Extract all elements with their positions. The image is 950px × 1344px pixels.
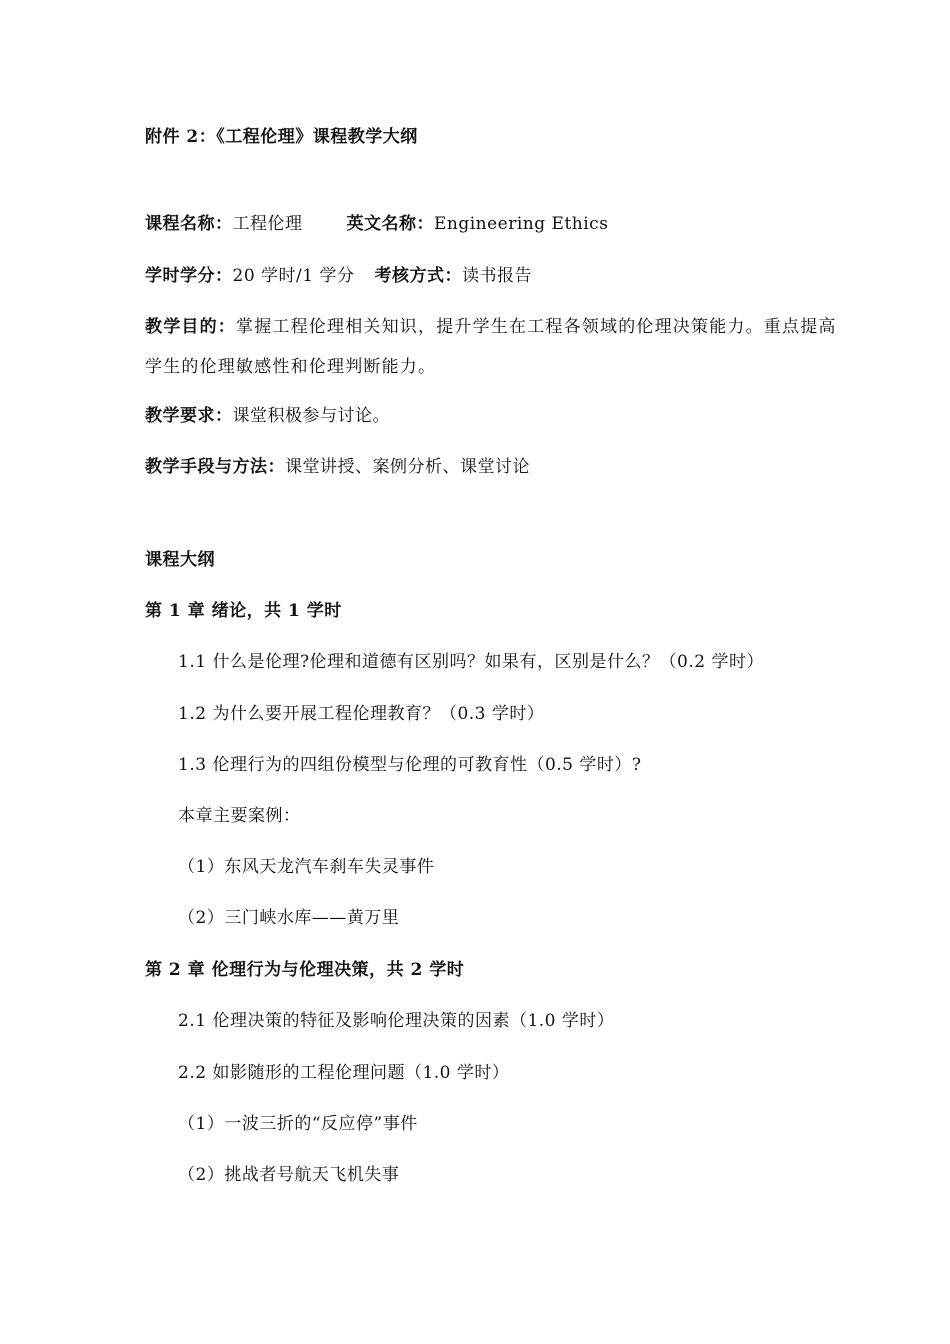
methods-label: 教学手段与方法： [145,457,285,477]
english-name-value: Engineering Ethics [434,214,609,234]
course-name-row [145,212,840,236]
chapter-2-item-2: 2.2 如影随形的工程伦理问题（1.0 学时） [178,1063,510,1083]
english-name-label: 英文名称： [346,214,434,234]
course-name-value: 工程伦理 [232,214,303,234]
chapter-1-item-3: 1.3 伦理行为的四组份模型与伦理的可教育性（0.5 学时）? [178,755,642,775]
requirement-row [145,404,840,428]
outline-heading: 课程大纲 [145,550,215,570]
chapter-1-item-1: 1.1 什么是伦理?伦理和道德有区别吗？如果有，区别是什么？（0.2 学时） [178,652,764,672]
chapter-1-case-2: （2）三门峡水库——黄万里 [178,908,400,928]
requirement-label: 教学要求： [145,406,233,426]
hours-label: 学时学分： [145,266,233,286]
objective-label: 教学目的： [145,317,236,337]
hours-row [145,264,840,288]
hours-value: 20 学时/1 学分 [232,266,355,286]
chapter-2-case-2: （2）挑战者号航天飞机失事 [178,1165,400,1185]
chapter-2-case-1: （1）一波三折的“反应停”事件 [178,1114,418,1134]
chapter-2-item-1: 2.1 伦理决策的特征及影响伦理决策的因素（1.0 学时） [178,1011,615,1031]
chapter-1-cases-label: 本章主要案例： [178,806,301,826]
exam-value: 读书报告 [461,266,532,286]
course-name-label: 课程名称： [145,214,233,234]
chapter-1-title: 第 1 章 绪论，共 1 学时 [145,601,342,621]
methods-text: 课堂讲授、案例分析、课堂讨论 [285,457,530,477]
exam-label: 考核方式： [374,266,462,286]
objective-paragraph [145,307,840,387]
chapter-2-title: 第 2 章 伦理行为与伦理决策，共 2 学时 [145,960,465,980]
page-title: 附件 2：《工程伦理》课程教学大纲 [145,127,418,147]
chapter-1-item-2: 1.2 为什么要开展工程伦理教育？（0.3 学时） [178,704,545,724]
requirement-text: 课堂积极参与讨论。 [232,406,390,426]
chapter-1-case-1: （1）东风天龙汽车刹车失灵事件 [178,857,435,877]
methods-row [145,455,840,479]
objective-text: 掌握工程伦理相关知识，提升学生在工程各领域的伦理决策能力。重点提高学生的伦理敏感性和伦理判断能力。 [145,317,837,377]
